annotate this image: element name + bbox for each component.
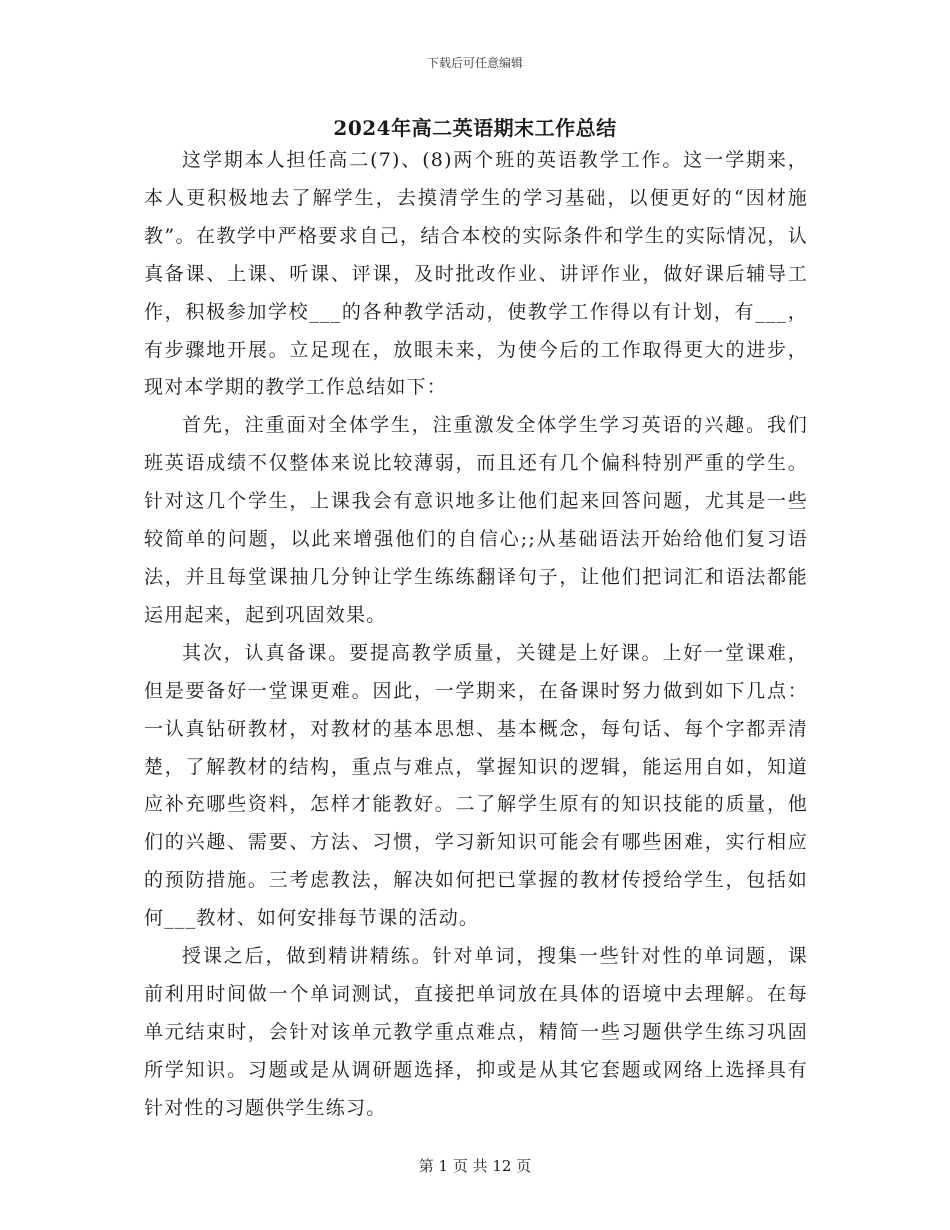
document-title: 2024年高二英语期末工作总结 <box>333 116 617 140</box>
page-number: 第 1 页 共 12 页 <box>418 1157 532 1175</box>
paragraph-second: 其次，认真备课。要提高教学质量，关键是上好课。上好一堂课难，但是要备好一堂课更难。因此，一学期来，在备课时努力做到如下几点：一认真钻研教材，对教材的基本思想、基本概念，每句话、每个字都弄清楚，了解教材的结构，重点与难点，掌握知识的逻辑，能运用自如，知道应补充哪些资料，怎样才能教好。二了解学生原有的知识技能的质量，他们的兴趣、需要、方法、习惯，学习新知识可能会有哪些困难，实行相应的预防措施。三考虑教法，解决如何把已掌握的教材传授给学生，包括如何___教材、如何安排每节课的活动。 <box>144 641 808 930</box>
paragraph-intro: 这学期本人担任高二(7)、(8)两个班的英语教学工作。这一学期来，本人更积极地去了解学生，去摸清学生的学习基础，以便更好的“因材施教”。在教学中严格要求自己，结合本校的实际条件和学生的实际情况，认真备课、上课、听课、评课，及时批改作业、讲评作业，做好课后辅导工作，积极参加学校___的各种教学活动，使教学工作得以有计划，有___，有步骤地开展。立足现在，放眼未来，为使今后的工作取得更大的进步，现对本学期的教学工作总结如下： <box>144 149 808 399</box>
paragraph-first: 首先，注重面对全体学生，注重激发全体学生学习英语的兴趣。我们班英语成绩不仅整体来说比较薄弱，而且还有几个偏科特别严重的学生。针对这几个学生，上课我会有意识地多让他们起来回答问题，尤其是一些较简单的问题，以此来增强他们的自信心;;从基础语法开始给他们复习语法，并且每堂课抽几分钟让学生练练翻译句子，让他们把词汇和语法都能运用起来，起到巩固效果。 <box>144 414 808 626</box>
download-note: 下载后可任意编辑 <box>426 56 523 70</box>
document-body <box>144 142 808 1128</box>
paragraph-third: 授课之后，做到精讲精练。针对单词，搜集一些针对性的单词题，课前利用时间做一个单词测试，直接把单词放在具体的语境中去理解。在每单元结束时，会针对该单元教学重点难点，精简一些习题供学生练习巩固所学知识。习题或是从调研题选择，抑或是从其它套题或网络上选择具有针对性的习题供学生练习。 <box>144 945 808 1119</box>
